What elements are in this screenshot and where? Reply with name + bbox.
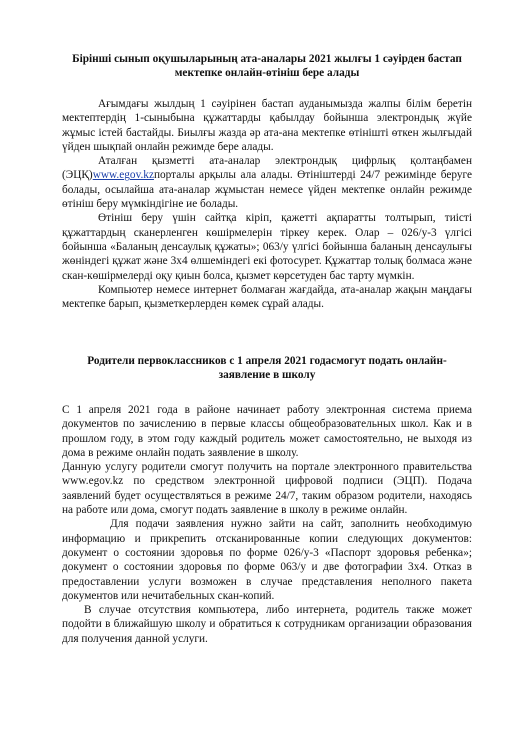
kazakh-heading: Бірінші сынып оқушыларының ата-аналары 2021 жылғы 1 сәуірден бастап мектепке онлайн-өтініш бере алады [72,53,462,80]
kazakh-paragraph-3: Өтініш беру үшін сайтқа кіріп, қажетті ақпаратты толтырып, тиісті құжаттардың сканерленген көшірмелерін тіркеу керек. Олар – 026/у-3 үлгісі бойынша «Баланың денсаулық құжаты»; 063/у үлгісі бойынша баланың денсаулығы жөніндегі құжат және 3х4 өлшеміндегі екі фотосурет. Құжаттар толық болмаса және скан-көшірмелерді оқу қиын болса, қызмет көрсетуден бас тарту мүмкін. [62,212,472,282]
kazakh-paragraph-4: Компьютер немесе интернет болмаған жағдайда, ата-аналар жақын маңдағы мектепке барып, қызметкерлерден көмек сұрай алады. [62,283,472,311]
russian-paragraph-3: Для подачи заявления нужно зайти на сайт, заполнить необходимую информацию и прикрепить отсканированные копии следующих документов: документ о состоянии здоровья по форме 026/у-3 «Паспорт здоровья ребенка»; документ о состоянии здоровья по форме 063/у и две фотографии 3х4. Отказ в предоставлении услуги возможен в случае представления неполного пакета документов или нечитабельных скан-копий. [62,518,472,602]
kazakh-paragraph-2 [62,154,472,211]
russian-body [62,403,472,646]
kazakh-paragraph-2-start: Аталған қызметті ата-аналар электрондық цифрлық қолтаңбамен (ЭЦҚ) [62,155,472,182]
kazakh-paragraph-1: Ағымдағы жылдың 1 сәуірінен бастап ауданымызда жалпы білім беретін мектептердің 1-сыныбына құжаттарды қабылдау бойынша электрондық жүйе жұмыс істей бастайды. Биылғы жазда әр ата-ана мектепке өтінішті өткен жылғыдай үйден шықпай онлайн режимде бере алады. [62,98,472,153]
russian-paragraph-4: В случае отсутствия компьютера, либо интернета, родитель также может подойти в ближайшую школу и обратиться к сотрудникам организации образования для получения данной услуги. [62,604,472,645]
kazakh-paragraph-2-end: порталы арқылы ала алады. Өтініштерді 24/7 режимінде беруге болады, осылайша ата-аналар жұмыстан немесе үйден мектепке онлайн режимде өтініш беру мүмкіндігіне ие болады. [62,169,472,211]
russian-paragraph-2: Данную услугу родители смогут получить на портале электронного правительства www.egov.kz по средством электронной цифровой подписи (ЭЦП). Подача заявлений будет осуществляться в режиме 24/7, таким образом родители, находясь на работе или дома, смогут подать заявление в школу в режиме онлайн. [62,461,472,517]
russian-paragraph-1: С 1 апреля 2021 года в районе начинает работу электронная система приема документов по зачислению в первые классы общеобразовательных школ. Как и в прошлом году, в этом году каждый родитель может самостоятельно, не выходя из дома в режиме онлайн подать заявление в школу. [62,404,472,459]
russian-heading: Родители первоклассников с 1 апреля 2021 годасмогут подать онлайн-заявление в школу [87,355,447,382]
egov-link[interactable]: www.egov.kz [92,169,154,182]
kazakh-body [62,97,472,311]
